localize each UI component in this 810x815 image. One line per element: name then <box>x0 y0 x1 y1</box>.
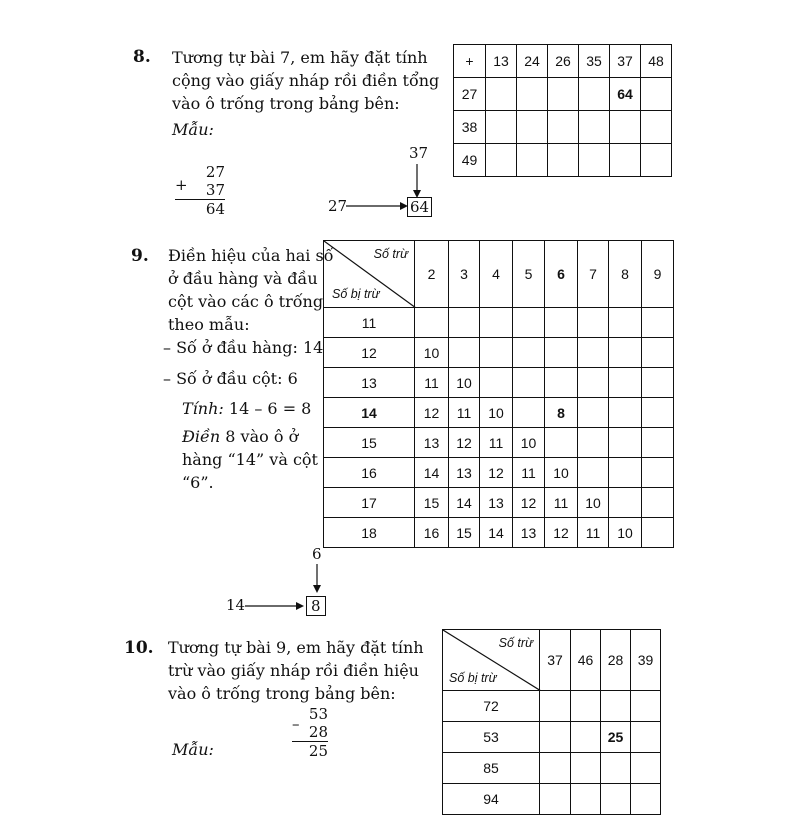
table-cell[interactable]: 10 <box>609 518 642 548</box>
calc-value: 14 – 6 = 8 <box>228 399 312 418</box>
calc-minuend: 53 <box>308 705 328 723</box>
table-cell[interactable] <box>631 722 661 753</box>
table-cell[interactable] <box>610 144 641 177</box>
table-cell[interactable] <box>642 518 674 548</box>
row-header: 85 <box>443 753 540 784</box>
table-cell[interactable]: 11 <box>545 488 578 518</box>
table-cell[interactable] <box>641 78 672 111</box>
table-cell[interactable] <box>642 458 674 488</box>
table-cell[interactable]: 10 <box>415 338 449 368</box>
table-cell[interactable] <box>548 111 579 144</box>
table-cell[interactable] <box>449 308 480 338</box>
row-header: 16 <box>324 458 415 488</box>
table-cell[interactable]: 14 <box>415 458 449 488</box>
table-cell[interactable] <box>571 722 601 753</box>
exercise-8-result-box: 64 <box>407 197 432 217</box>
table-cell[interactable] <box>641 144 672 177</box>
fill-label: Điền <box>182 427 221 446</box>
table-cell[interactable] <box>609 338 642 368</box>
calc-addend-b: 37 <box>175 181 225 200</box>
exercise-9-row-note: – Số ở đầu hàng: 14 <box>163 338 324 357</box>
table-cell[interactable] <box>642 398 674 428</box>
table-cell[interactable]: 10 <box>545 458 578 488</box>
table-cell[interactable]: 12 <box>545 518 578 548</box>
table-cell[interactable]: 13 <box>449 458 480 488</box>
table-cell[interactable] <box>517 111 548 144</box>
table-cell[interactable] <box>609 458 642 488</box>
row-header: 14 <box>324 398 415 428</box>
table-cell[interactable] <box>486 78 517 111</box>
table-row <box>324 398 674 428</box>
table-row <box>443 753 661 784</box>
column-header: 7 <box>578 241 609 308</box>
exercise-9-column-note: – Số ở đầu cột: 6 <box>163 369 298 388</box>
fill-line: hàng “14” và cột <box>182 450 318 469</box>
table-cell[interactable] <box>513 398 545 428</box>
table-cell[interactable] <box>486 144 517 177</box>
table-cell[interactable] <box>609 368 642 398</box>
table-row <box>454 78 672 111</box>
table-cell[interactable]: 10 <box>480 398 513 428</box>
row-header: 38 <box>454 111 486 144</box>
table-cell[interactable]: 12 <box>513 488 545 518</box>
table-cell[interactable] <box>609 308 642 338</box>
column-header: 35 <box>579 45 610 78</box>
instruction-line: cột vào các ô trống <box>168 292 324 311</box>
table-row <box>454 111 672 144</box>
table-row <box>324 488 674 518</box>
table-cell[interactable] <box>513 338 545 368</box>
table-cell[interactable] <box>548 144 579 177</box>
column-axis-label: Số trừ <box>373 247 408 261</box>
table-header-row <box>443 630 661 691</box>
row-header: 13 <box>324 368 415 398</box>
table-cell-sample: 8 <box>545 398 578 428</box>
row-header: 27 <box>454 78 486 111</box>
table-diagonal-header <box>324 241 415 308</box>
table-cell[interactable]: 15 <box>415 488 449 518</box>
table-cell[interactable]: 10 <box>513 428 545 458</box>
exercise-8-sample-label: Mẫu: <box>172 120 214 139</box>
table-header-row <box>324 241 674 308</box>
table-cell[interactable] <box>642 338 674 368</box>
table-cell[interactable] <box>579 78 610 111</box>
table-cell[interactable]: 12 <box>449 428 480 458</box>
table-cell[interactable]: 11 <box>578 518 609 548</box>
row-header: 15 <box>324 428 415 458</box>
table-cell[interactable]: 16 <box>415 518 449 548</box>
column-header: 48 <box>641 45 672 78</box>
table-cell[interactable] <box>578 368 609 398</box>
table-cell[interactable] <box>609 428 642 458</box>
exercise-10-instructions <box>168 636 424 705</box>
table-corner-plus: + <box>454 45 486 78</box>
row-header: 11 <box>324 308 415 338</box>
table-cell[interactable]: 10 <box>449 368 480 398</box>
table-cell[interactable]: 11 <box>449 398 480 428</box>
exercise-9-arrow-left-number: 14 <box>226 596 246 614</box>
table-row <box>443 691 661 722</box>
exercise-9-number: 9. <box>131 246 149 266</box>
row-axis-label: Số bị trừ <box>449 671 497 685</box>
exercise-8-addition-table <box>453 44 672 177</box>
row-header: 17 <box>324 488 415 518</box>
exercise-9-arrow-top-number: 6 <box>312 545 322 563</box>
exercise-9-fill-note <box>182 425 318 494</box>
table-cell[interactable] <box>578 338 609 368</box>
calc-difference: 25 <box>308 742 328 760</box>
table-cell[interactable] <box>545 368 578 398</box>
table-cell[interactable] <box>609 398 642 428</box>
column-header: 5 <box>513 241 545 308</box>
instruction-line: cộng vào giấy nháp rồi điền tổng <box>172 71 440 90</box>
instruction-line: trừ vào giấy nháp rồi điền hiệu <box>168 661 419 680</box>
table-cell[interactable] <box>545 338 578 368</box>
table-cell[interactable] <box>480 368 513 398</box>
table-cell[interactable] <box>571 753 601 784</box>
table-row <box>324 368 674 398</box>
table-cell[interactable] <box>579 111 610 144</box>
calc-minus-sign: – <box>292 715 300 733</box>
column-header: 9 <box>642 241 674 308</box>
table-cell[interactable] <box>579 144 610 177</box>
row-header: 18 <box>324 518 415 548</box>
table-cell[interactable] <box>578 458 609 488</box>
table-cell[interactable] <box>545 308 578 338</box>
table-cell[interactable] <box>540 753 571 784</box>
table-cell[interactable] <box>517 144 548 177</box>
table-cell[interactable] <box>631 753 661 784</box>
table-cell[interactable]: 11 <box>513 458 545 488</box>
row-axis-label: Số bị trừ <box>332 287 380 301</box>
instruction-line: theo mẫu: <box>168 315 250 334</box>
instruction-line: vào ô trống trong bảng bên: <box>172 94 400 113</box>
table-cell[interactable]: 13 <box>480 488 513 518</box>
instruction-line: Tương tự bài 7, em hãy đặt tính <box>172 48 428 67</box>
table-cell[interactable] <box>571 691 601 722</box>
table-cell[interactable]: 11 <box>480 428 513 458</box>
table-row <box>443 722 661 753</box>
exercise-10-sample-label: Mẫu: <box>172 740 214 759</box>
row-header: 72 <box>443 691 540 722</box>
table-cell[interactable]: 11 <box>415 368 449 398</box>
exercise-8-instructions <box>172 46 439 115</box>
calc-subtrahend: 28 <box>292 723 328 742</box>
calc-label: Tính: <box>182 399 224 418</box>
exercise-9-calc-line <box>182 397 311 420</box>
row-header: 94 <box>443 784 540 815</box>
table-cell[interactable]: 10 <box>578 488 609 518</box>
table-cell[interactable] <box>513 308 545 338</box>
row-header: 53 <box>443 722 540 753</box>
calc-addend-a: 27 <box>205 163 225 181</box>
table-cell[interactable]: 14 <box>449 488 480 518</box>
table-cell-sample: 25 <box>601 722 631 753</box>
exercise-9-result-box: 8 <box>306 596 326 616</box>
table-row <box>324 338 674 368</box>
table-cell[interactable]: 13 <box>513 518 545 548</box>
exercise-9-subtraction-table <box>323 240 674 548</box>
column-header: 2 <box>415 241 449 308</box>
table-row <box>454 144 672 177</box>
table-cell[interactable]: 14 <box>480 518 513 548</box>
table-cell[interactable] <box>609 488 642 518</box>
table-cell[interactable] <box>513 368 545 398</box>
exercise-8-arrow-top-number: 37 <box>409 144 429 162</box>
column-header: 4 <box>480 241 513 308</box>
column-header: 37 <box>610 45 641 78</box>
table-cell[interactable]: 12 <box>415 398 449 428</box>
column-header: 13 <box>486 45 517 78</box>
table-cell[interactable] <box>480 308 513 338</box>
table-cell[interactable]: 15 <box>449 518 480 548</box>
table-row <box>324 308 674 338</box>
table-cell[interactable] <box>601 753 631 784</box>
fill-rest: 8 vào ô ở <box>225 427 299 446</box>
table-cell[interactable] <box>578 428 609 458</box>
table-row <box>324 518 674 548</box>
table-cell[interactable] <box>517 78 548 111</box>
column-header: 37 <box>540 630 571 691</box>
fill-line: “6”. <box>182 473 214 492</box>
row-header: 49 <box>454 144 486 177</box>
table-cell[interactable] <box>545 428 578 458</box>
column-header: 26 <box>548 45 579 78</box>
table-cell[interactable] <box>641 111 672 144</box>
row-header: 12 <box>324 338 415 368</box>
table-cell[interactable] <box>540 691 571 722</box>
column-header: 24 <box>517 45 548 78</box>
table-cell[interactable] <box>578 398 609 428</box>
table-header-row <box>454 45 672 78</box>
table-cell[interactable] <box>642 428 674 458</box>
exercise-8-sample-calculation <box>175 163 225 218</box>
column-header: 28 <box>601 630 631 691</box>
table-cell[interactable] <box>631 691 661 722</box>
table-cell[interactable]: 12 <box>480 458 513 488</box>
exercise-9-instructions <box>168 244 333 336</box>
instruction-line: vào ô trống trong bảng bên: <box>168 684 396 703</box>
table-cell[interactable] <box>578 308 609 338</box>
table-cell[interactable]: 13 <box>415 428 449 458</box>
table-row <box>324 428 674 458</box>
table-cell[interactable] <box>548 78 579 111</box>
instruction-line: Điền hiệu của hai số <box>168 246 334 265</box>
exercise-8-number: 8. <box>133 47 151 67</box>
table-row <box>324 458 674 488</box>
table-cell[interactable] <box>449 338 480 368</box>
column-header-highlight: 6 <box>545 241 578 308</box>
exercise-8-arrow-left-number: 27 <box>328 197 348 215</box>
table-cell[interactable] <box>642 308 674 338</box>
table-cell[interactable] <box>601 691 631 722</box>
table-cell[interactable] <box>415 308 449 338</box>
calc-sum: 64 <box>205 200 225 218</box>
table-diagonal-header <box>443 630 540 691</box>
table-cell[interactable] <box>610 111 641 144</box>
instruction-line: ở đầu hàng và đầu <box>168 269 318 288</box>
column-header: 39 <box>631 630 661 691</box>
table-cell[interactable] <box>486 111 517 144</box>
table-cell[interactable] <box>642 488 674 518</box>
exercise-10-sample-calculation <box>292 705 328 760</box>
instruction-line: Tương tự bài 9, em hãy đặt tính <box>168 638 424 657</box>
table-cell[interactable] <box>480 338 513 368</box>
column-header: 3 <box>449 241 480 308</box>
exercise-10-subtraction-table <box>442 629 661 815</box>
table-cell[interactable] <box>540 722 571 753</box>
column-axis-label: Số trừ <box>498 636 533 650</box>
table-cell[interactable] <box>642 368 674 398</box>
table-cell-sample: 64 <box>610 78 641 111</box>
column-header: 46 <box>571 630 601 691</box>
column-header: 8 <box>609 241 642 308</box>
calc-plus-sign: + <box>175 176 188 194</box>
exercise-10-number: 10. <box>124 638 154 658</box>
